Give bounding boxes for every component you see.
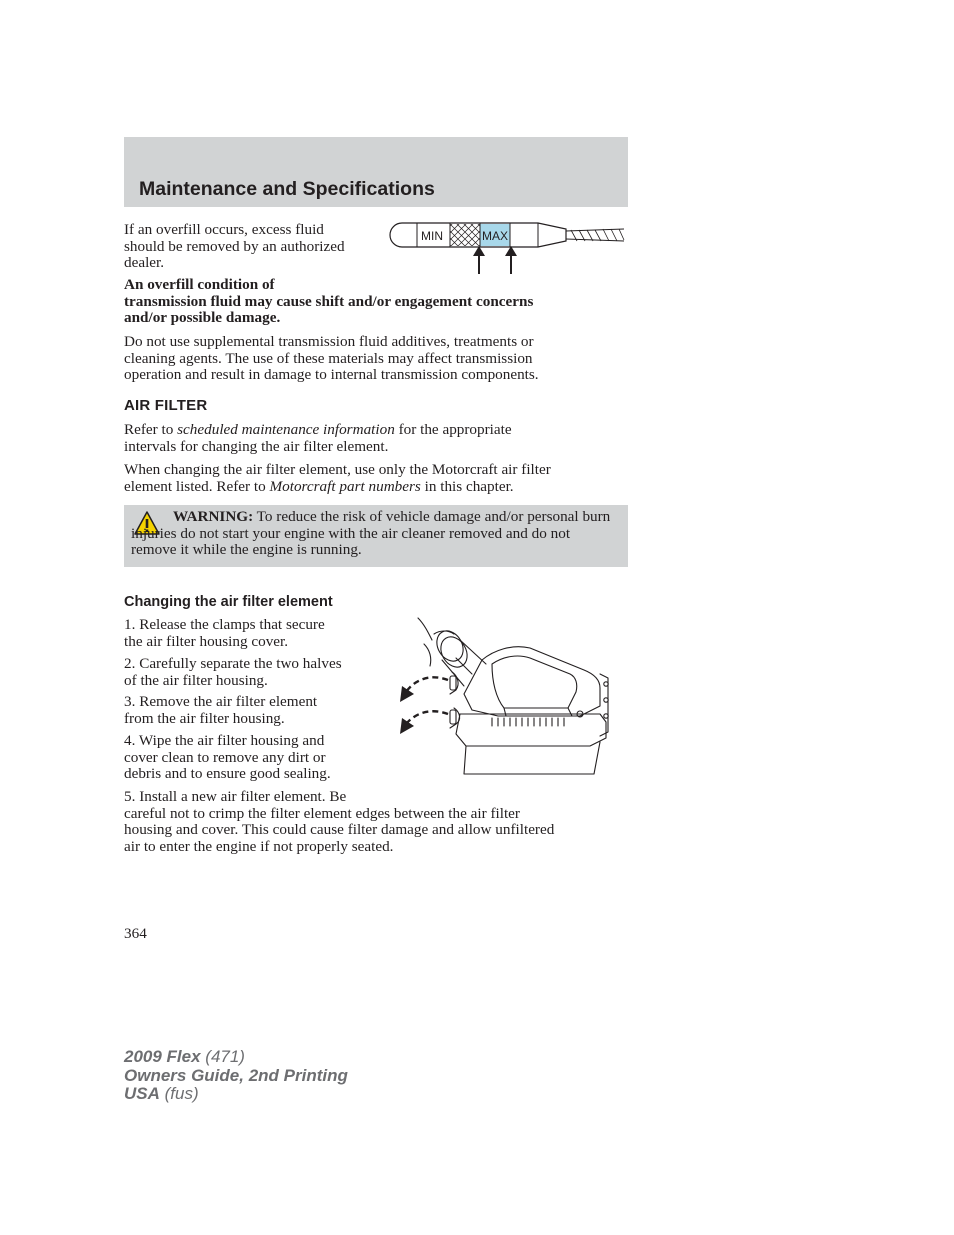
text-line: of the air filter housing. xyxy=(124,671,268,689)
up-arrow-icon xyxy=(505,246,517,274)
air-filter-housing-illustration xyxy=(394,614,616,780)
overfill-paragraph xyxy=(124,222,384,272)
text-line: and/or possible damage. xyxy=(124,309,281,327)
hatch-zone xyxy=(450,224,480,246)
warning-box xyxy=(124,505,628,567)
min-label: MIN xyxy=(421,229,443,243)
text-line: cover clean to remove any dirt or xyxy=(124,748,326,766)
warning-body: To reduce the risk of vehicle damage and/or personal burn injuries do not start your engine with the air cleaner removed and do not remove it while the engine is running. xyxy=(131,508,611,559)
text-line: cleaning agents. The use of these materials may affect transmission xyxy=(124,349,533,367)
release-arrow-icon xyxy=(406,677,448,692)
arrow-head-icon xyxy=(400,718,414,734)
text-line: 5. Install a new air filter element. Be xyxy=(124,788,347,805)
maintenance-reference: scheduled maintenance information xyxy=(177,421,395,438)
text-line: from the air filter housing. xyxy=(124,709,285,727)
additives-paragraph xyxy=(124,334,628,384)
max-label: MAX xyxy=(482,229,509,243)
step-1 xyxy=(124,617,384,650)
market-code: (fus) xyxy=(159,1084,199,1103)
step-5 xyxy=(124,789,628,855)
refer-paragraph-1 xyxy=(124,422,628,455)
part-numbers-reference: Motorcraft part numbers xyxy=(269,477,421,495)
text-line: intervals for changing the air filter element. xyxy=(124,437,389,455)
warning-text xyxy=(131,509,611,559)
overfill-caution xyxy=(124,277,628,327)
text-run: in this chapter. xyxy=(420,477,514,495)
text-line: debris and to ensure good sealing. xyxy=(124,765,331,783)
section-header xyxy=(124,137,628,207)
text-line: air to enter the engine if not properly seated. xyxy=(124,837,394,855)
text-line: 4. Wipe the air filter housing and xyxy=(124,732,325,749)
up-arrow-icon xyxy=(473,246,485,274)
text-line: careful not to crimp the filter element edges between the air filter xyxy=(124,804,520,822)
warning-label: WARNING: xyxy=(173,508,254,525)
publication-footer xyxy=(124,1048,348,1104)
text-line: operation and result in damage to internal transmission components. xyxy=(124,366,539,384)
guide-edition: Owners Guide, 2nd Printing xyxy=(124,1065,348,1085)
text-line: 1. Release the clamps that secure xyxy=(124,616,325,633)
market: USA xyxy=(124,1084,160,1103)
text-run: Refer to xyxy=(124,421,178,438)
page-number: 364 xyxy=(124,925,147,942)
text-line: Do not use supplemental transmission fluid additives, treatments or xyxy=(124,333,534,350)
text-line: housing and cover. This could cause filter damage and allow unfiltered xyxy=(124,821,555,839)
text-line: transmission fluid may cause shift and/or engagement concerns xyxy=(124,292,534,310)
model-year: 2009 Flex xyxy=(124,1047,201,1066)
text-line: An overfill condition of xyxy=(124,276,275,293)
step-4 xyxy=(124,733,384,783)
release-arrow-icon xyxy=(406,711,448,724)
arrow-head-icon xyxy=(400,686,414,702)
dipstick-illustration xyxy=(388,218,628,276)
step-2 xyxy=(124,656,384,689)
text-line: should be removed by an authorized xyxy=(124,237,345,255)
section-title: Maintenance and Specifications xyxy=(139,178,435,200)
air-filter-heading: AIR FILTER xyxy=(124,397,208,414)
text-line: When changing the air filter element, use only the Motorcraft air filter xyxy=(124,461,551,478)
refer-paragraph-2 xyxy=(124,462,628,495)
text-line: If an overfill occurs, excess fluid xyxy=(124,221,324,238)
text-line: the air filter housing cover. xyxy=(124,632,289,650)
text-line: dealer. xyxy=(124,254,165,272)
text-run: for the appropriate xyxy=(394,421,512,438)
text-line: 2. Carefully separate the two halves xyxy=(124,655,342,672)
model-code: (471) xyxy=(200,1047,245,1066)
step-3 xyxy=(124,694,384,727)
text-line: 3. Remove the air filter element xyxy=(124,693,318,710)
changing-heading: Changing the air filter element xyxy=(124,594,333,610)
text-run: element listed. Refer to xyxy=(124,477,270,495)
